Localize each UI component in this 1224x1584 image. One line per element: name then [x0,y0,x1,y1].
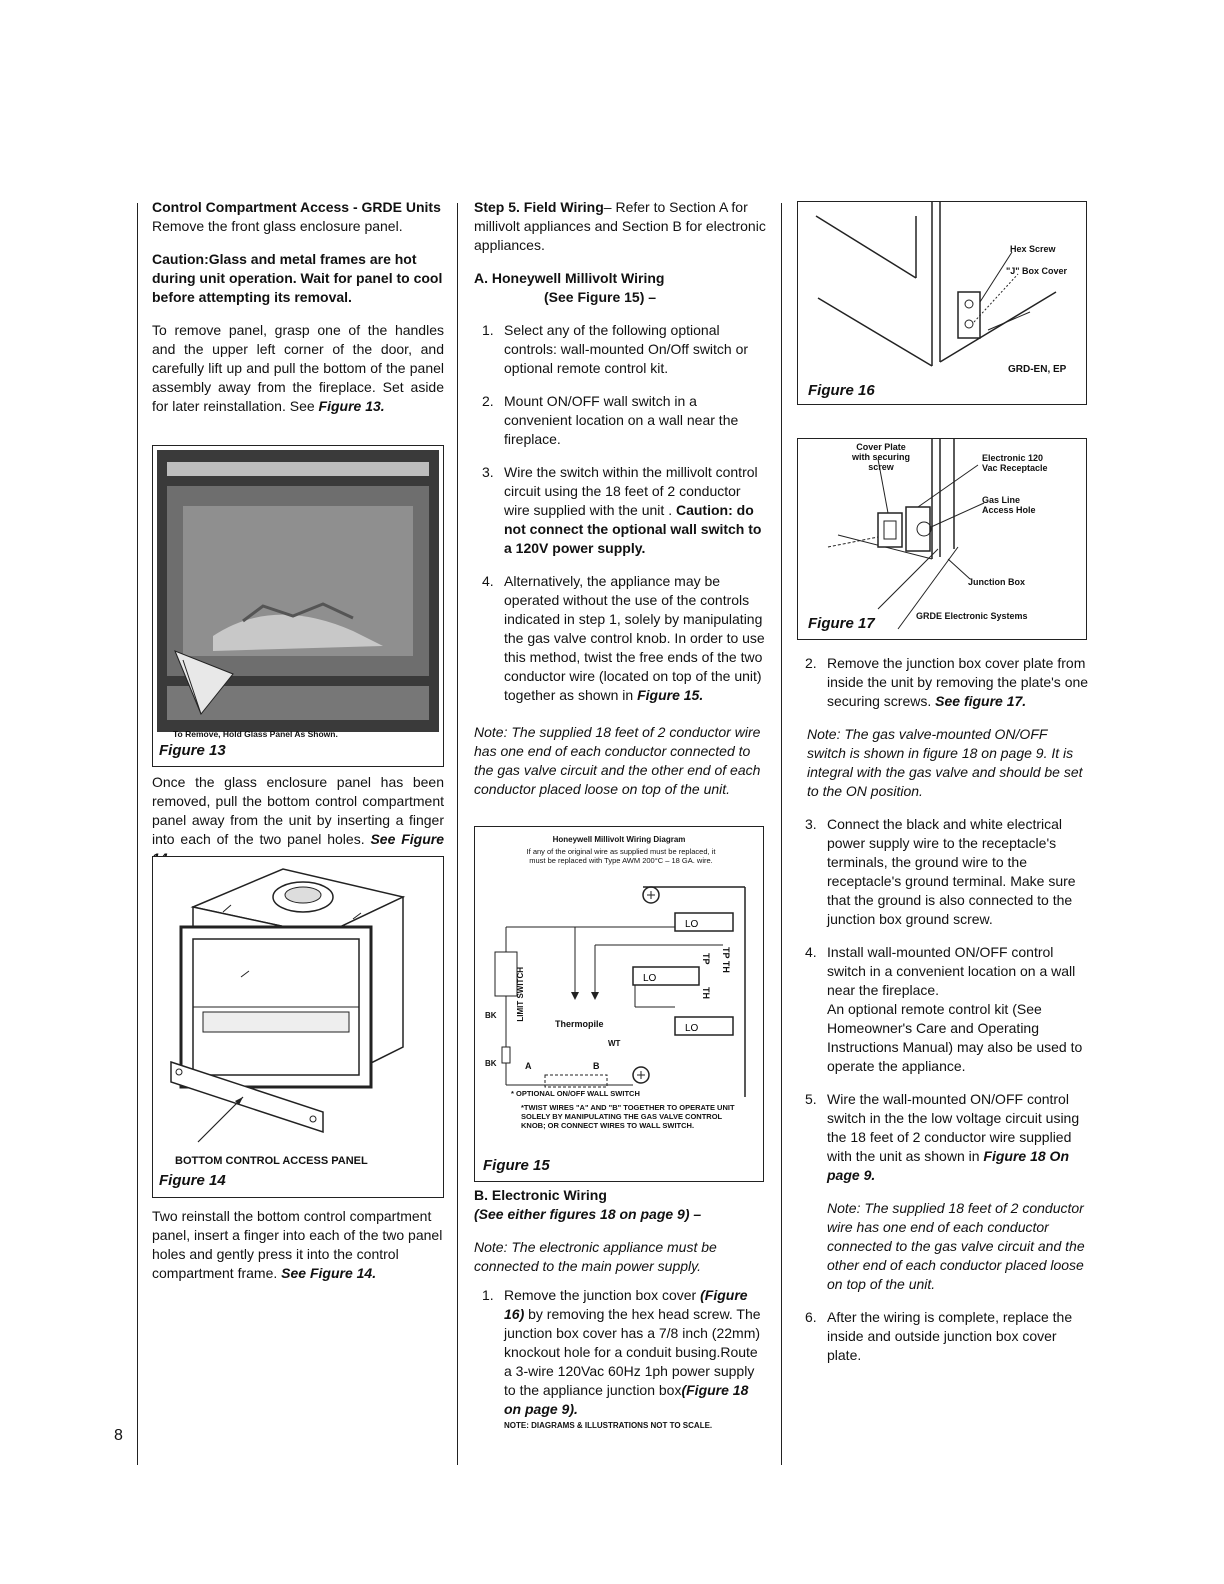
once-text: Once the glass enclosure panel has been removed, pull the bottom control compartment panel away from the unit by inserting a finger into each of the two panel holes. See Figure [152,774,444,847]
note-wire: Note: The supplied 18 feet of 2 conductor wire has one end of each conductor connected to the gas valve circuit and the other end of each conductor placed loose on top of the unit. [827,1200,1085,1292]
figure-15 [474,826,764,1182]
th-label: TH [701,987,711,999]
control-panel-illustration [153,857,443,1157]
figure-14 [152,856,444,1198]
section-a-ref: (See Figure 15) – [544,289,657,305]
step-5-text: Step 5. Field Wiring– Refer to Section A for millivolt appliances and Section B for electronic appliances. [474,199,766,253]
tp-th-label: TP TH [721,947,731,973]
section-heading: Control Compartment Access - GRDE Units [152,199,441,215]
b-label: B [593,1061,600,1071]
junction-box-label: Junction Box [968,577,1026,587]
bk-label-2: BK [485,1059,497,1068]
list-item: 2. Mount ON/OFF wall switch in a convenient location on a wall near the fireplace. [482,393,739,447]
thermopile-label: Thermopile [555,1019,604,1029]
twist-wires-note: *TWIST WIRES "A" AND "B" TOGETHER TO OPERATE UNIT SOLELY BY MANIPULATING THE GAS VALVE CONTROL KNOB; OR CONNECT WIRES TO WALL SWITCH. [521,1103,735,1130]
column-3 [797,654,1089,1365]
svg-text:LO: LO [643,973,657,984]
col-divider-1 [457,203,458,1465]
figure-13-label: Figure 13 [159,742,226,759]
figure-17-label: Figure 17 [808,615,875,632]
column-1-mid [152,773,444,868]
list-item: 3. Wire the switch within the millivolt control circuit using the 18 feet of 2 conductor wire supplied with the unit . Caution: do not connect the optional wall switch to a 120V power supply. [482,464,762,556]
wt-label: WT [608,1039,621,1048]
list-item: 5. Wire the wall-mounted ON/OFF control switch in the the low voltage circuit using the 18 feet of 2 conductor wire supplied with the unit as shown in Figure 18 On page 9. [805,1091,1080,1183]
figure-16 [797,201,1087,405]
list-item: 6. After the wiring is complete, replace the inside and outside junction box cover plate. [805,1309,1073,1363]
reinstall-text: Two reinstall the bottom control compartment panel, insert a finger into each of the two panel holes and gently press it into the control compartment frame. See Figure 14. [152,1208,443,1281]
figure-14-caption: BOTTOM CONTROL ACCESS PANEL [175,1155,368,1167]
section-a-list [474,321,766,705]
figure-13-caption: To Remove, Hold Glass Panel As Shown. [173,729,338,739]
column-2-bottom [474,1186,766,1431]
section-a-title: A. Honeywell Millivolt Wiring [474,270,665,286]
hex-screw-label: Hex Screw [1010,244,1056,254]
gas-line-label: Gas Line Access Hole [982,495,1036,515]
model-label: GRD-EN, EP [1008,364,1067,375]
tp-label: TP [701,953,711,965]
list-item: 1. Remove the junction box cover (Figure 16) by removing the hex head screw. The junction box cover has a 7/8 inch (22mm) knockout hole for a conduit busing.Route a 3-wire 120Vac 60Hz 1ph power supply to the appliance junction box(Figure 18 on page 9). [482,1287,761,1417]
figure-15-label: Figure 15 [483,1157,550,1174]
left-margin-rule [137,203,138,1465]
a-label: A [525,1061,532,1071]
column-2 [474,198,766,799]
figure-13 [152,445,444,767]
svg-text:LO: LO [685,1023,699,1034]
list-item: 2. Remove the junction box cover plate from inside the unit by removing the plate's one securing screws. See figure 17. [805,655,1089,709]
figure-16-label: Figure 16 [808,382,875,399]
list-item: 3. Connect the black and white electrical power supply wire to the receptacle's terminals, the ground wire to the receptacle's ground terminal. Make sure that the ground is also connected to the junction box ground screw. [805,816,1076,927]
caution-text: Caution:Glass and metal frames are hot during unit operation. Wait for panel to cool before attempting its removal. [152,251,443,305]
column-1-bottom [152,1207,444,1283]
cover-plate-label: Cover Plate with securing screw [851,442,910,472]
figure-17 [797,438,1087,640]
limit-switch-label: LIMIT SWITCH [516,967,525,1022]
footnote: NOTE: DIAGRAMS & ILLUSTRATIONS NOT TO SCALE. [504,1421,713,1430]
section-b-title: B. Electronic Wiring [474,1187,607,1203]
fireplace-glass-illustration [153,446,443,736]
note-b: Note: The electronic appliance must be connected to the main power supply. [474,1239,717,1274]
optional-switch-note: * OPTIONAL ON/OFF WALL SWITCH [511,1089,640,1098]
figure-15-title: Honeywell Millivolt Wiring Diagram [552,835,686,844]
figure-14-label: Figure 14 [159,1172,226,1189]
list-item: 1. Select any of the following optional controls: wall-mounted On/Off switch or optional remote control kit. [482,322,749,376]
note-switch: Note: The gas valve-mounted ON/OFF switch is shown in figure 18 on page 9. It is integral with the gas valve and should be set to the ON position. [807,726,1083,799]
intro-text: Remove the front glass enclosure panel. [152,218,403,234]
list-item: 4. Alternatively, the appliance may be operated without the use of the controls indicated in step 1, solely by manipulating the gas valve control knob. In order to use this method, twist the free ends of the two conductor wire (located on top of the unit) together as shown in Figure 15. [482,573,765,703]
remove-text: To remove panel, grasp one of the handles and the upper left corner of the door, and carefully lift up and pull the bottom of the panel assembly away from the fireplace. Set aside for later reinstallation. See Figure 13. [152,322,444,414]
column-1 [152,198,444,416]
receptacle-label: Electronic 120 Vac Receptacle [982,453,1048,473]
systems-label: GRDE Electronic Systems [916,611,1028,621]
col-divider-2 [781,203,782,1465]
page-number: 8 [114,1427,123,1444]
figure-15-subtitle: If any of the original wire as supplied must be replaced, it must be replaced with Type AWM 200°C – 18 GA. wire. [526,847,716,865]
bk-label-1: BK [485,1011,497,1020]
section-b-ref: (See either figures 18 on page 9) – [474,1206,702,1222]
svg-text:LO: LO [685,919,699,930]
j-box-cover-label: "J" Box Cover [1006,266,1068,276]
note-a: Note: The supplied 18 feet of 2 conductor wire has one end of each conductor connected to the gas valve circuit and the other end of each conductor placed loose on top of the unit. [474,724,761,797]
list-item: 4. Install wall-mounted ON/OFF control switch in a convenient location on a wall near the fireplace. An optional remote control kit (See Homeowner's Care and Operating Instructions Manual) may also be used to operate the appliance. [797,943,1089,1076]
item-4-continued: An optional remote control kit (See Homeowner's Care and Operating Instructions Manual) may also be used to operate the appliance. [827,1001,1083,1074]
